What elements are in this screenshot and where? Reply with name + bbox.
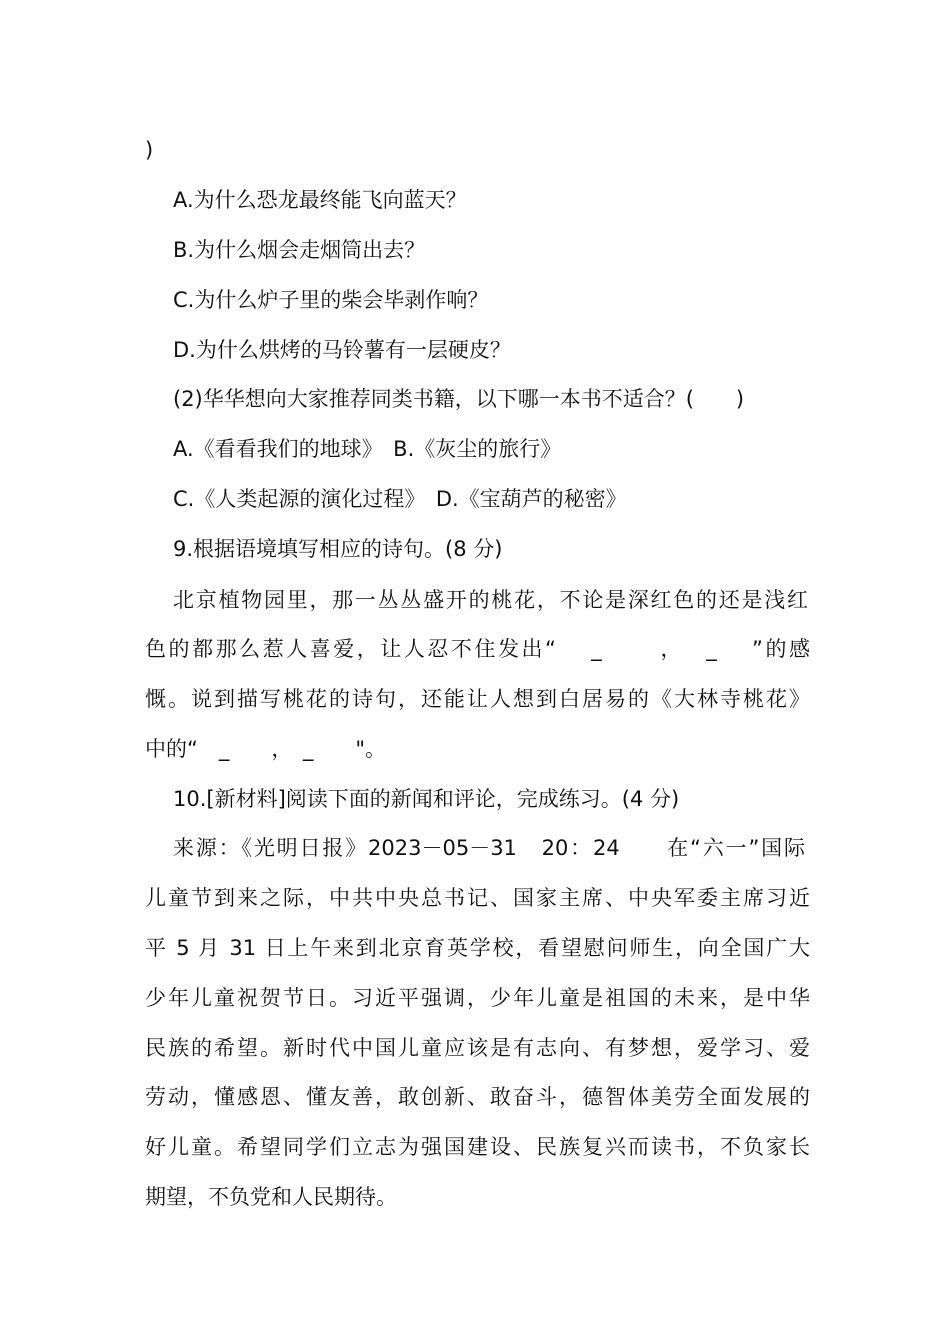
news-line-3: 平 5 月 31 日上午来到北京育英学校，看望慰问师生，向全国广大 xyxy=(145,936,810,960)
book-options-cd: C.《人类起源的演化过程》 D.《宝葫芦的秘密》 xyxy=(173,487,627,511)
option-a: A.为什么恐龙最终能飞向蓝天？ xyxy=(173,188,467,212)
news-line-7: 好儿童。希望同学们立志为强国建设、民族复兴而读书，不负家长 xyxy=(145,1135,810,1159)
question-2: (2)华华想向大家推荐同类书籍，以下哪一本书不适合？( ) xyxy=(173,387,745,411)
q9-paragraph-line-3: 慨。说到描写桃花的诗句，还能让人想到白居易的《大林寺桃花》 xyxy=(145,687,810,711)
q9-paragraph-line-2: 色的都那么惹人喜爱，让人忍不住发出“ _ ， _ ”的感 xyxy=(145,637,810,661)
option-d: D.为什么烘烤的马铃薯有一层硬皮？ xyxy=(173,338,511,362)
option-b: B.为什么烟会走烟筒出去？ xyxy=(173,238,426,262)
news-line-2: 儿童节到来之际，中共中央总书记、国家主席、中央军委主席习近 xyxy=(145,886,810,910)
question-closing-paren: ) xyxy=(145,138,154,162)
news-line-4: 少年儿童祝贺节日。习近平强调，少年儿童是祖国的未来，是中华 xyxy=(145,986,810,1010)
book-options-ab: A.《看看我们的地球》 B.《灰尘的旅行》 xyxy=(173,437,562,461)
q9-paragraph-line-1: 北京植物园里，那一丛丛盛开的桃花，不论是深红色的还是浅红 xyxy=(173,588,808,612)
question-10: 10.[新材料]阅读下面的新闻和评论，完成练习。(4 分) xyxy=(173,787,680,811)
option-c: C.为什么炉子里的柴会毕剥作响？ xyxy=(173,288,489,312)
news-line-5: 民族的希望。新时代中国儿童应该是有志向、有梦想，爱学习、爱 xyxy=(145,1036,810,1060)
news-line-8: 期望，不负党和人民期待。 xyxy=(145,1185,397,1209)
question-9: 9.根据语境填写相应的诗句。(8 分) xyxy=(173,537,503,561)
news-line-1: 来源：《光明日报》2023－05－31 20：24 在“六一”国际 xyxy=(173,836,805,860)
q9-paragraph-line-4: 中的“ _ ， _ "。 xyxy=(145,737,387,761)
news-line-6: 劳动，懂感恩、懂友善，敢创新、敢奋斗，德智体美劳全面发展的 xyxy=(145,1085,810,1109)
